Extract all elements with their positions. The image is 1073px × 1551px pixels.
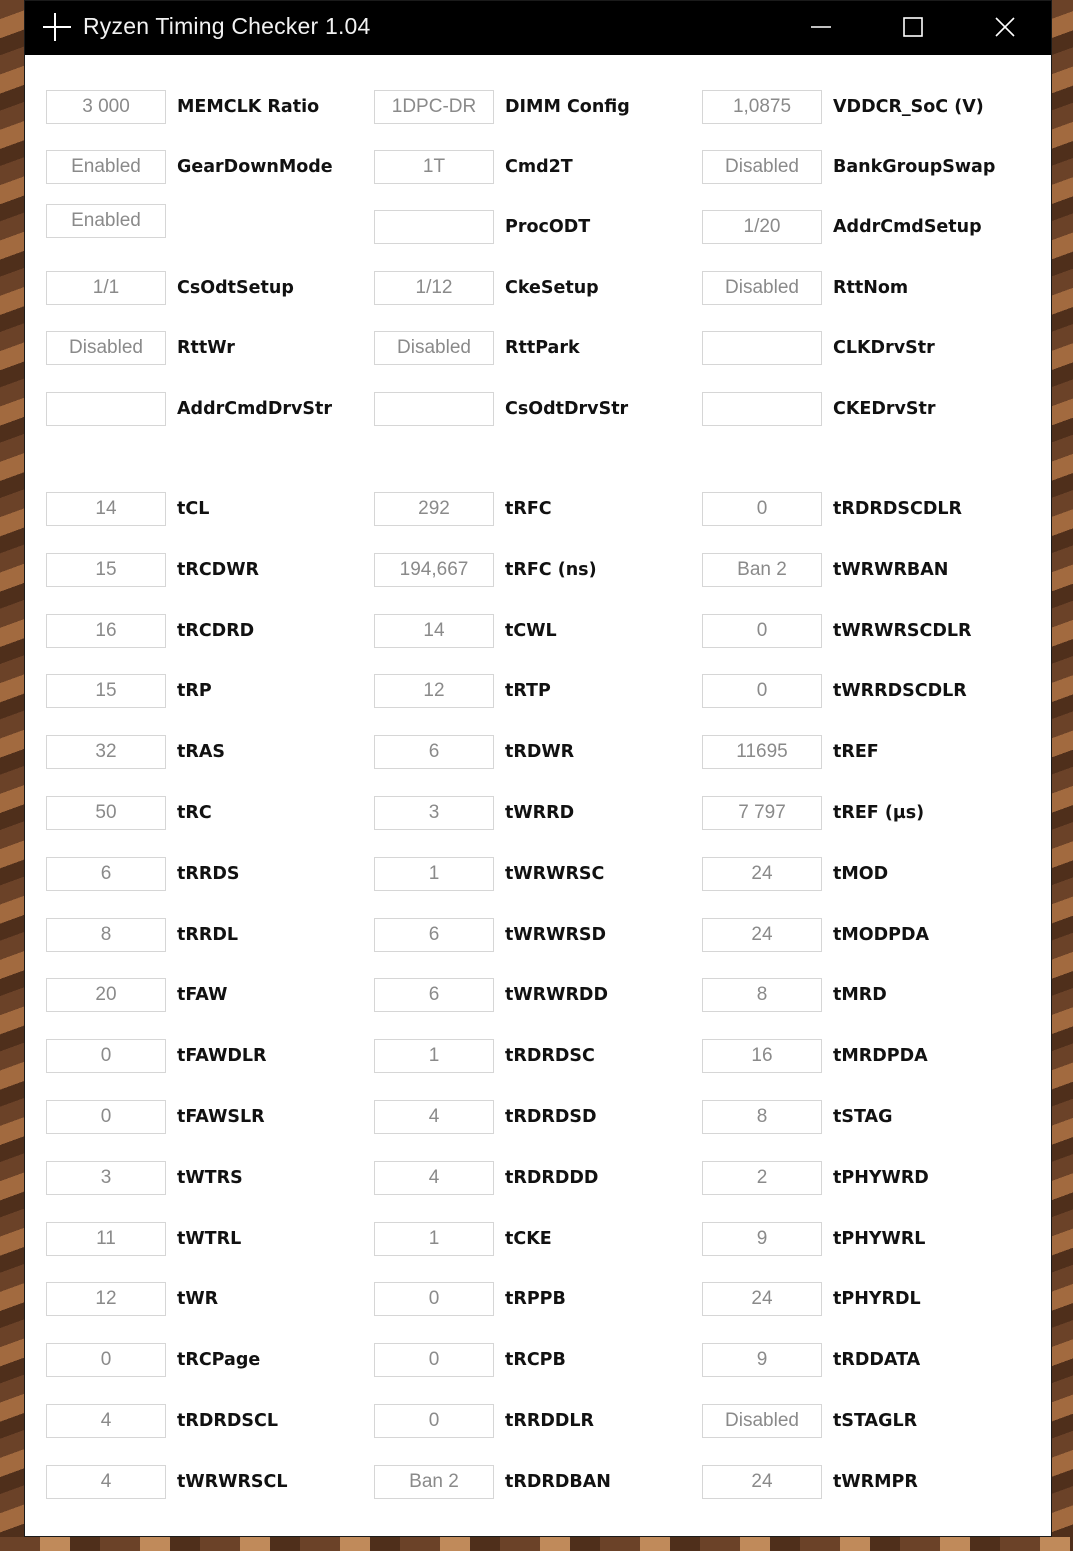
field-label: tRFC <box>505 499 552 519</box>
value-box[interactable]: 0 <box>374 1282 494 1316</box>
field-label: tWRWRSC <box>505 864 605 884</box>
timing-field-trcpb <box>374 1343 566 1377</box>
field-label: AddrCmdDrvStr <box>177 399 332 419</box>
value-box[interactable]: 2 <box>702 1161 822 1195</box>
value-box[interactable]: 0 <box>46 1100 166 1134</box>
value-box[interactable]: 3 000 <box>46 90 166 124</box>
value-box[interactable]: 8 <box>46 918 166 952</box>
field-label: DIMM Config <box>505 97 630 117</box>
field-label: CsOdtSetup <box>177 278 294 298</box>
timing-field-memclk-ratio <box>46 90 319 124</box>
value-box[interactable]: 6 <box>374 735 494 769</box>
field-label: tPHYRDL <box>833 1289 921 1309</box>
field-label: CkeSetup <box>505 278 599 298</box>
timing-field-tref <box>702 735 879 769</box>
timing-field-trtp <box>374 674 551 708</box>
value-box[interactable] <box>46 392 166 426</box>
value-box[interactable]: 0 <box>46 1343 166 1377</box>
timing-field-trcdrd <box>46 614 254 648</box>
value-box[interactable]: 6 <box>374 918 494 952</box>
value-box[interactable]: 1,0875 <box>702 90 822 124</box>
timing-field-trcpage <box>46 1343 260 1377</box>
field-label: tREF <box>833 742 879 762</box>
timing-field-trppb <box>374 1282 566 1316</box>
timing-field-rttpark <box>374 331 580 365</box>
timing-field-trc <box>46 796 212 830</box>
value-box[interactable] <box>702 331 822 365</box>
field-label: RttWr <box>177 338 235 358</box>
field-label: ProcODT <box>505 217 591 237</box>
timing-field-tphywrl <box>702 1222 925 1256</box>
timing-field-tmrdpda <box>702 1039 928 1073</box>
value-box[interactable]: 24 <box>702 1282 822 1316</box>
value-box[interactable]: Disabled <box>374 331 494 365</box>
timing-field-trrds <box>46 857 239 891</box>
timing-field-tcwl <box>374 614 557 648</box>
value-box[interactable]: 0 <box>702 492 822 526</box>
timing-field-ckedrvstr <box>702 392 936 426</box>
timing-field-tstag <box>702 1100 892 1134</box>
value-box[interactable]: 1/1 <box>46 271 166 305</box>
value-box[interactable]: Ban 2 <box>374 1465 494 1499</box>
field-label: CKEDrvStr <box>833 399 936 419</box>
crosshair-icon <box>41 12 73 42</box>
value-box[interactable]: Disabled <box>46 331 166 365</box>
value-box[interactable]: 9 <box>702 1343 822 1377</box>
close-icon <box>994 16 1016 38</box>
field-label: tWTRL <box>177 1229 242 1249</box>
desktop-background-bottom <box>0 1537 1073 1551</box>
field-label: tWRWRBAN <box>833 560 949 580</box>
field-label: tRCPage <box>177 1350 261 1370</box>
value-box[interactable]: Enabled <box>46 150 166 184</box>
timing-field-trdrdsd <box>374 1100 597 1134</box>
value-box[interactable]: 3 <box>46 1161 166 1195</box>
field-label: tWRMPR <box>833 1472 918 1492</box>
value-box[interactable]: 14 <box>374 614 494 648</box>
timing-field-procodt <box>374 210 590 244</box>
timings-panel <box>25 55 1051 1536</box>
timing-field-trfc-ns <box>374 553 597 587</box>
timing-field-trp <box>46 674 212 708</box>
value-box[interactable]: Disabled <box>702 271 822 305</box>
field-label: tCKE <box>505 1229 552 1249</box>
timing-field-rttwr <box>46 331 235 365</box>
field-label: tREF (µs) <box>833 803 925 823</box>
timing-field-ckesetup <box>374 271 599 305</box>
value-box[interactable]: 4 <box>374 1161 494 1195</box>
field-label: tMRDPDA <box>833 1046 928 1066</box>
timing-field-vddcr-soc-v <box>702 90 984 124</box>
value-box[interactable] <box>374 392 494 426</box>
maximize-icon <box>902 16 924 38</box>
timing-field-twrwrscl <box>46 1465 288 1499</box>
timing-field-blank <box>46 210 177 244</box>
timing-field-tfawslr <box>46 1100 265 1134</box>
field-label: tPHYWRL <box>833 1229 926 1249</box>
value-box[interactable]: 11695 <box>702 735 822 769</box>
timing-field-twrwrdd <box>374 978 608 1012</box>
field-label: tSTAG <box>833 1107 893 1127</box>
value-box[interactable]: Ban 2 <box>702 553 822 587</box>
timing-field-trdrdban <box>374 1465 611 1499</box>
field-label: tPHYWRD <box>833 1168 929 1188</box>
timing-field-tcl <box>46 492 209 526</box>
value-box[interactable]: 15 <box>46 674 166 708</box>
field-label: tWRRD <box>505 803 575 823</box>
timing-field-twtrs <box>46 1161 243 1195</box>
timing-field-tfaw <box>46 978 227 1012</box>
timing-field-trdwr <box>374 735 574 769</box>
value-box[interactable]: 4 <box>374 1100 494 1134</box>
field-label: RttPark <box>505 338 580 358</box>
value-box[interactable]: 12 <box>46 1282 166 1316</box>
value-box[interactable]: 8 <box>702 1100 822 1134</box>
value-box[interactable]: 0 <box>702 674 822 708</box>
timing-field-twrrd <box>374 796 574 830</box>
value-box[interactable]: 24 <box>702 918 822 952</box>
minimize-icon <box>810 16 832 38</box>
field-label: MEMCLK Ratio <box>177 97 320 117</box>
value-box[interactable]: 1/20 <box>702 210 822 244</box>
timing-field-csodtsetup <box>46 271 294 305</box>
timing-field-twrwrban <box>702 553 948 587</box>
field-label: tRCDRD <box>177 621 255 641</box>
value-box[interactable]: 0 <box>374 1404 494 1438</box>
value-box[interactable]: Disabled <box>702 1404 822 1438</box>
timing-field-clkdrvstr <box>702 331 935 365</box>
timing-field-tcke <box>374 1222 552 1256</box>
value-box[interactable]: 9 <box>702 1222 822 1256</box>
timing-field-tmrd <box>702 978 887 1012</box>
timing-field-tref-s <box>702 796 924 830</box>
timing-field-addrcmdsetup <box>702 210 982 244</box>
timing-field-twrrdscdlr <box>702 674 967 708</box>
timing-field-rttnom <box>702 271 908 305</box>
timing-field-trdrddd <box>374 1161 598 1195</box>
timing-field-trrdl <box>46 918 238 952</box>
value-box[interactable]: 4 <box>46 1465 166 1499</box>
field-label: tCWL <box>505 621 557 641</box>
value-box[interactable]: 50 <box>46 796 166 830</box>
field-label: tSTAGLR <box>833 1411 918 1431</box>
field-label: tWRWRSD <box>505 925 607 945</box>
field-label: tRDWR <box>505 742 575 762</box>
field-label: tRDRDSCDLR <box>833 499 962 519</box>
value-box[interactable] <box>702 392 822 426</box>
minimize-button[interactable] <box>775 1 867 53</box>
field-label: tRC <box>177 803 212 823</box>
value-box[interactable]: 6 <box>46 857 166 891</box>
timing-field-twrwrsd <box>374 918 606 952</box>
timing-field-dimm-config <box>374 90 630 124</box>
value-box[interactable]: 4 <box>46 1404 166 1438</box>
field-label: RttNom <box>833 278 909 298</box>
maximize-button[interactable] <box>867 1 959 53</box>
field-label: tCL <box>177 499 210 519</box>
value-box[interactable]: 1DPC-DR <box>374 90 494 124</box>
timing-field-addrcmddrvstr <box>46 392 332 426</box>
timing-field-tphywrd <box>702 1161 929 1195</box>
value-box[interactable]: 8 <box>702 978 822 1012</box>
value-box[interactable] <box>374 210 494 244</box>
field-label: tRAS <box>177 742 225 762</box>
timing-field-twrwrsc <box>374 857 604 891</box>
field-label: tRRDDLR <box>505 1411 594 1431</box>
field-label: tRTP <box>505 681 551 701</box>
field-label: tRDRDSC <box>505 1046 595 1066</box>
desktop-background-right <box>1051 0 1073 1551</box>
timing-field-bankgroupswap <box>702 150 995 184</box>
field-label: tRDRDDD <box>505 1168 599 1188</box>
field-label: tRRDL <box>177 925 238 945</box>
value-box[interactable]: 32 <box>46 735 166 769</box>
field-label: GearDownMode <box>177 157 333 177</box>
field-label: tFAWDLR <box>177 1046 267 1066</box>
value-box[interactable]: 11 <box>46 1222 166 1256</box>
field-label: tRP <box>177 681 212 701</box>
value-box[interactable]: 16 <box>702 1039 822 1073</box>
value-box[interactable]: 1 <box>374 1039 494 1073</box>
value-box[interactable]: 3 <box>374 796 494 830</box>
timing-field-twr <box>46 1282 218 1316</box>
value-box[interactable]: 194,667 <box>374 553 494 587</box>
value-box[interactable]: 24 <box>702 1465 822 1499</box>
field-label: tWRRDSCDLR <box>833 681 967 701</box>
field-label: tRDDATA <box>833 1350 921 1370</box>
timing-field-csodtdrvstr <box>374 392 628 426</box>
value-box[interactable]: 7 797 <box>702 796 822 830</box>
timing-field-cmd2t <box>374 150 573 184</box>
field-label: CsOdtDrvStr <box>505 399 629 419</box>
field-label: tRDRDSD <box>505 1107 597 1127</box>
value-box[interactable]: 12 <box>374 674 494 708</box>
value-box[interactable]: 0 <box>46 1039 166 1073</box>
value-box[interactable]: 0 <box>374 1343 494 1377</box>
timing-field-geardownmode <box>46 150 333 184</box>
value-box[interactable]: 292 <box>374 492 494 526</box>
timing-field-twrwrscdlr <box>702 614 972 648</box>
field-label: tWTRS <box>177 1168 243 1188</box>
field-label: tRFC (ns) <box>505 560 597 580</box>
value-box[interactable]: 6 <box>374 978 494 1012</box>
value-box[interactable]: 1T <box>374 150 494 184</box>
field-label: Cmd2T <box>505 157 573 177</box>
field-label: tWR <box>177 1289 219 1309</box>
field-label: tFAW <box>177 985 228 1005</box>
field-label: BankGroupSwap <box>833 157 996 177</box>
value-box[interactable]: 20 <box>46 978 166 1012</box>
timing-field-tras <box>46 735 225 769</box>
app-window <box>24 0 1052 1537</box>
timing-field-tfawdlr <box>46 1039 267 1073</box>
value-box[interactable]: 15 <box>46 553 166 587</box>
value-box[interactable]: 14 <box>46 492 166 526</box>
field-label: tRDRDSCL <box>177 1411 278 1431</box>
field-label: tWRWRSCDLR <box>833 621 972 641</box>
timing-field-twrmpr <box>702 1465 918 1499</box>
timing-field-trddata <box>702 1343 920 1377</box>
value-box[interactable]: 1 <box>374 857 494 891</box>
field-label: tRCPB <box>505 1350 566 1370</box>
title-bar[interactable] <box>25 1 1051 55</box>
clipped-label-row <box>53 250 283 256</box>
value-box[interactable]: 16 <box>46 614 166 648</box>
field-label: tRRDS <box>177 864 240 884</box>
timing-field-tmod <box>702 857 888 891</box>
timing-field-trcdwr <box>46 553 259 587</box>
field-label: AddrCmdSetup <box>833 217 982 237</box>
field-label: tRDRDBAN <box>505 1472 611 1492</box>
window-title: Ryzen Timing Checker 1.04 <box>83 13 371 39</box>
timing-field-twtrl <box>46 1222 241 1256</box>
value-box[interactable]: 1 <box>374 1222 494 1256</box>
field-label: tRPPB <box>505 1289 566 1309</box>
field-label: tWRWRDD <box>505 985 608 1005</box>
value-box[interactable]: Disabled <box>702 150 822 184</box>
timing-field-trrddlr <box>374 1404 594 1438</box>
field-label: tFAWSLR <box>177 1107 265 1127</box>
timing-field-tstaglr <box>702 1404 917 1438</box>
timing-field-tphyrdl <box>702 1282 921 1316</box>
field-label: tMOD <box>833 864 889 884</box>
value-box[interactable]: Enabled <box>46 204 166 238</box>
field-label: tMODPDA <box>833 925 930 945</box>
timing-field-trdrdscl <box>46 1404 278 1438</box>
close-button[interactable] <box>959 1 1051 53</box>
field-label: CLKDrvStr <box>833 338 935 358</box>
timing-field-trdrdsc <box>374 1039 595 1073</box>
field-label: VDDCR_SoC (V) <box>833 97 984 117</box>
value-box[interactable]: 0 <box>702 614 822 648</box>
field-label: tRCDWR <box>177 560 259 580</box>
timing-field-tmodpda <box>702 918 929 952</box>
field-label: tMRD <box>833 985 887 1005</box>
value-box[interactable]: 1/12 <box>374 271 494 305</box>
desktop-background-left <box>0 0 26 1551</box>
timing-field-trdrdscdlr <box>702 492 962 526</box>
timing-field-trfc <box>374 492 552 526</box>
value-box[interactable]: 24 <box>702 857 822 891</box>
field-label: tWRWRSCL <box>177 1472 288 1492</box>
